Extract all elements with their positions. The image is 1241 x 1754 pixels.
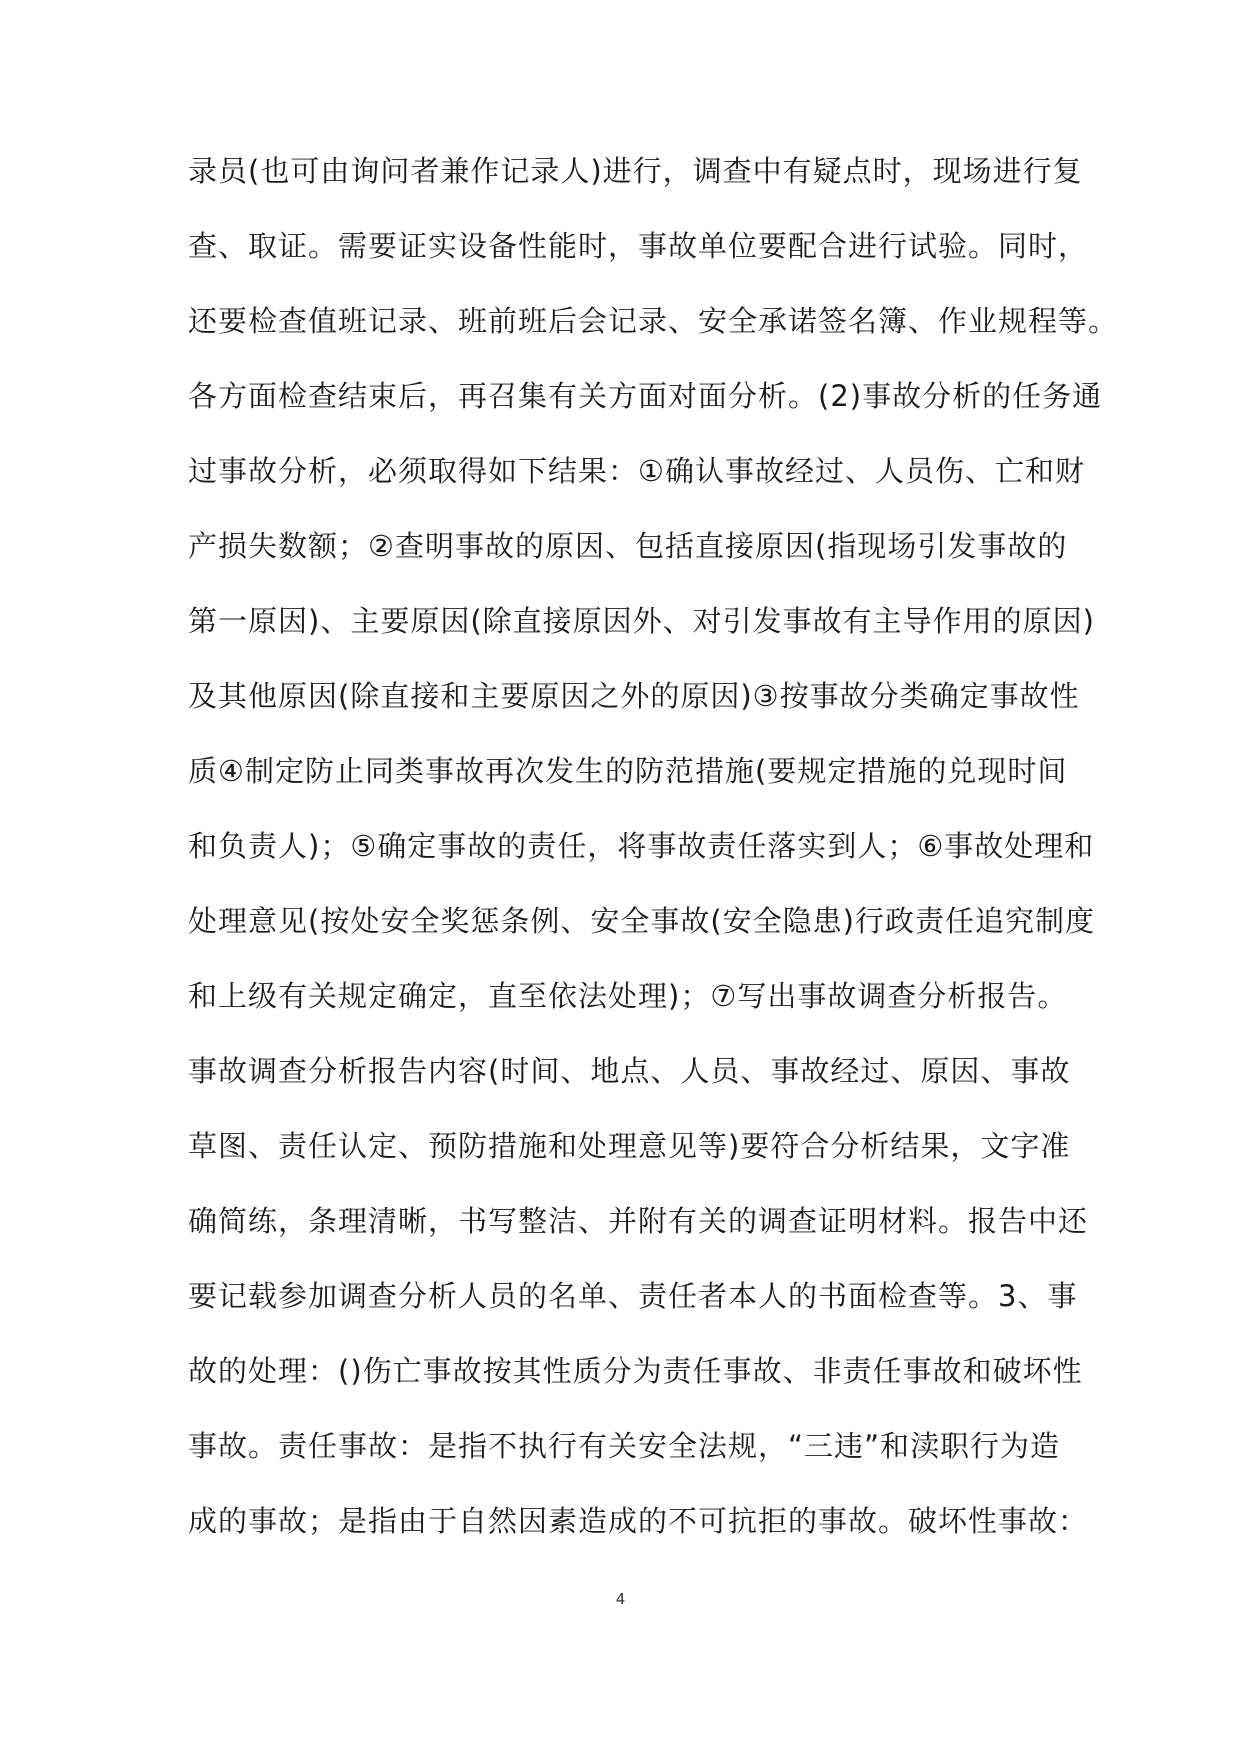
text-line: 产损失数额；②查明事故的原因、包括直接原因(指现场引发事故的: [188, 529, 1068, 563]
text-line: 事故。责任事故：是指不执行有关安全法规，“三违”和渎职行为造: [188, 1429, 1061, 1463]
text-line: 各方面检查结束后，再召集有关方面对面分析。(2)事故分析的任务通: [188, 379, 1103, 413]
text-line: 处理意见(按处安全奖惩条例、安全事故(安全隐患)行政责任追究制度: [188, 904, 1095, 938]
text-line: 录员(也可由询问者兼作记录人)进行，调查中有疑点时，现场进行复: [188, 154, 1083, 188]
text-line: 和负责人)；⑤确定事故的责任，将事故责任落实到人；⑥事故处理和: [188, 829, 1095, 863]
text-line: 事故调查分析报告内容(时间、地点、人员、事故经过、原因、事故: [188, 1054, 1071, 1088]
text-line: 确简练，条理清晰，书写整洁、并附有关的调查证明材料。报告中还: [188, 1204, 1089, 1238]
text-line: 及其他原因(除直接和主要原因之外的原因)③按事故分类确定事故性: [188, 679, 1080, 713]
text-line: 第一原因)、主要原因(除直接原因外、对引发事故有主导作用的原因): [188, 604, 1095, 638]
text-line: 过事故分析，必须取得如下结果：①确认事故经过、人员伤、亡和财: [188, 454, 1085, 488]
text-line: 要记载参加调查分析人员的名单、责任者本人的书面检查等。3、事: [188, 1279, 1078, 1313]
body-text: [188, 145, 1119, 1570]
text-line: 故的处理：()伤亡事故按其性质分为责任事故、非责任事故和破坏性: [188, 1354, 1083, 1388]
text-line: 还要检查值班记录、班前班后会记录、安全承诺签名簿、作业规程等。: [188, 304, 1119, 338]
text-line: 查、取证。需要证实设备性能时，事故单位要配合进行试验。同时，: [188, 229, 1089, 263]
text-line: 和上级有关规定确定，直至依法处理)；⑦写出事故调查分析报告。: [188, 979, 1068, 1013]
text-line: 草图、责任认定、预防措施和处理意见等)要符合分析结果，文字准: [188, 1129, 1071, 1163]
text-line: 成的事故；是指由于自然因素造成的不可抗拒的事故。破坏性事故：: [188, 1504, 1089, 1538]
text-line: 质④制定防止同类事故再次发生的防范措施(要规定措施的兑现时间: [188, 754, 1068, 788]
page-number: 4: [615, 1590, 626, 1608]
